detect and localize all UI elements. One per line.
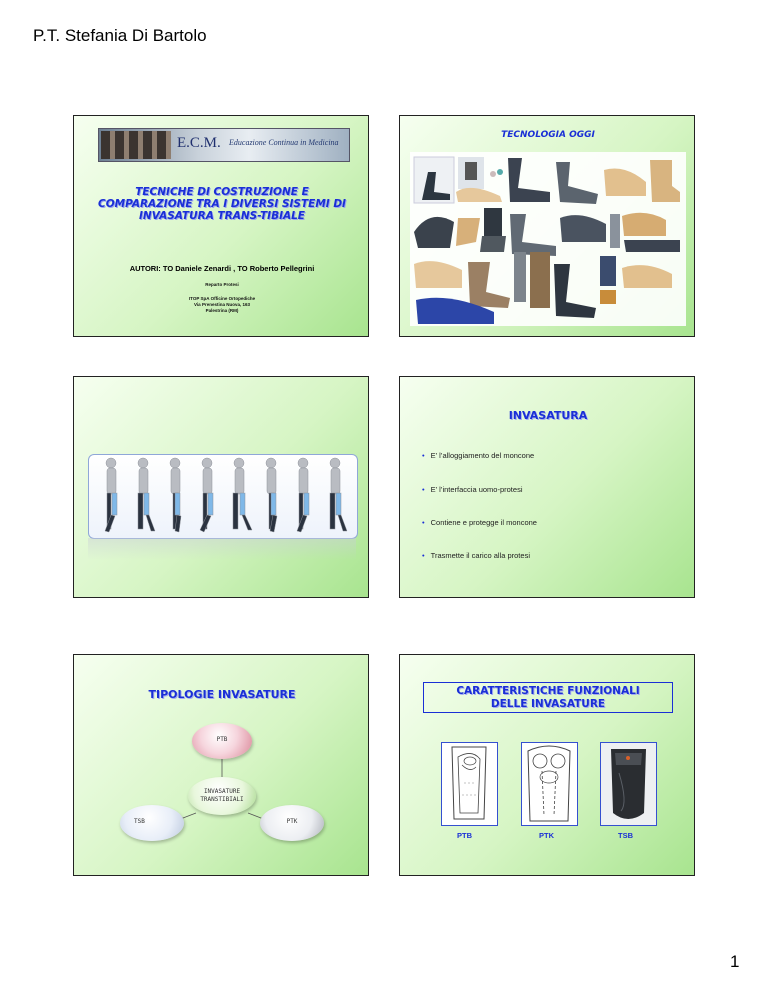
company: ITOP SpA Officine Ortopediche: [188, 296, 256, 301]
department: Reparto Protesi: [205, 282, 239, 287]
bullet-icon: •: [422, 518, 425, 527]
bullet-icon: •: [422, 451, 425, 460]
image-reflection: [88, 538, 356, 560]
authors: AUTORI: TO Daniele Zenardi , TO Roberto Pellegrini: [129, 264, 315, 273]
banner-logo: E.C.M.: [177, 135, 221, 151]
walking-figures: [89, 455, 357, 538]
ptk-socket-drawing: [521, 742, 578, 826]
diagram-connectors: [74, 655, 369, 876]
presentation-title: TECNICHE DI COSTRUZIONE E COMPARAZIONE TRA I DIVERSI SISTEMI DI INVASATURA TRANS-TIBIALE: [98, 186, 346, 222]
slide-title: TIPOLOGIE INVASATURE: [148, 688, 296, 701]
slide-tecnologia: [399, 115, 695, 337]
label-ptk: PTK: [539, 831, 554, 840]
node-ptb: PTB: [192, 723, 252, 759]
slide-tipologie: [73, 654, 369, 876]
bullet-icon: •: [422, 551, 425, 560]
slide-gait: [73, 376, 369, 598]
banner-photo: [101, 131, 171, 159]
banner-text: Educazione Continua in Medicina: [229, 138, 339, 147]
slide-title: CARATTERISTICHE FUNZIONALI DELLE INVASATURE: [423, 682, 673, 713]
ptb-socket-drawing: [441, 742, 498, 826]
slide-title: [73, 115, 369, 337]
node-tsb: TSB: [120, 805, 184, 841]
page-number: 1: [730, 952, 740, 971]
gait-sequence-image: [88, 454, 358, 539]
bullet-item: • Contiene e protegge il moncone: [422, 518, 537, 527]
label-tsb: TSB: [618, 831, 633, 840]
page-header: P.T. Stefania Di Bartolo: [33, 26, 207, 45]
node-invasature-transtibiali: INVASATURE TRANSTIBIALI: [188, 777, 256, 815]
slide-caratteristiche: [399, 654, 695, 876]
bullet-item: • E’ l’interfaccia uomo-protesi: [422, 485, 523, 494]
slide-title: INVASATURA: [508, 409, 588, 422]
bullet-icon: •: [422, 485, 425, 494]
slide-title: TECNOLOGIA OGGI: [501, 130, 595, 140]
label-ptb: PTB: [457, 831, 472, 840]
bullet-item: • Trasmette il carico alla protesi: [422, 551, 530, 560]
tsb-socket-image: [600, 742, 657, 826]
node-ptk: PTK: [260, 805, 324, 841]
address: Via Prenestina Nuova, 163: [194, 302, 250, 307]
bullet-item: • E’ l’alloggiamento del moncone: [422, 451, 535, 460]
slide-invasatura: [399, 376, 695, 598]
city: Palestrina (RM): [205, 308, 239, 313]
prosthetics-collage: [410, 152, 686, 326]
ecm-banner: [98, 128, 350, 162]
